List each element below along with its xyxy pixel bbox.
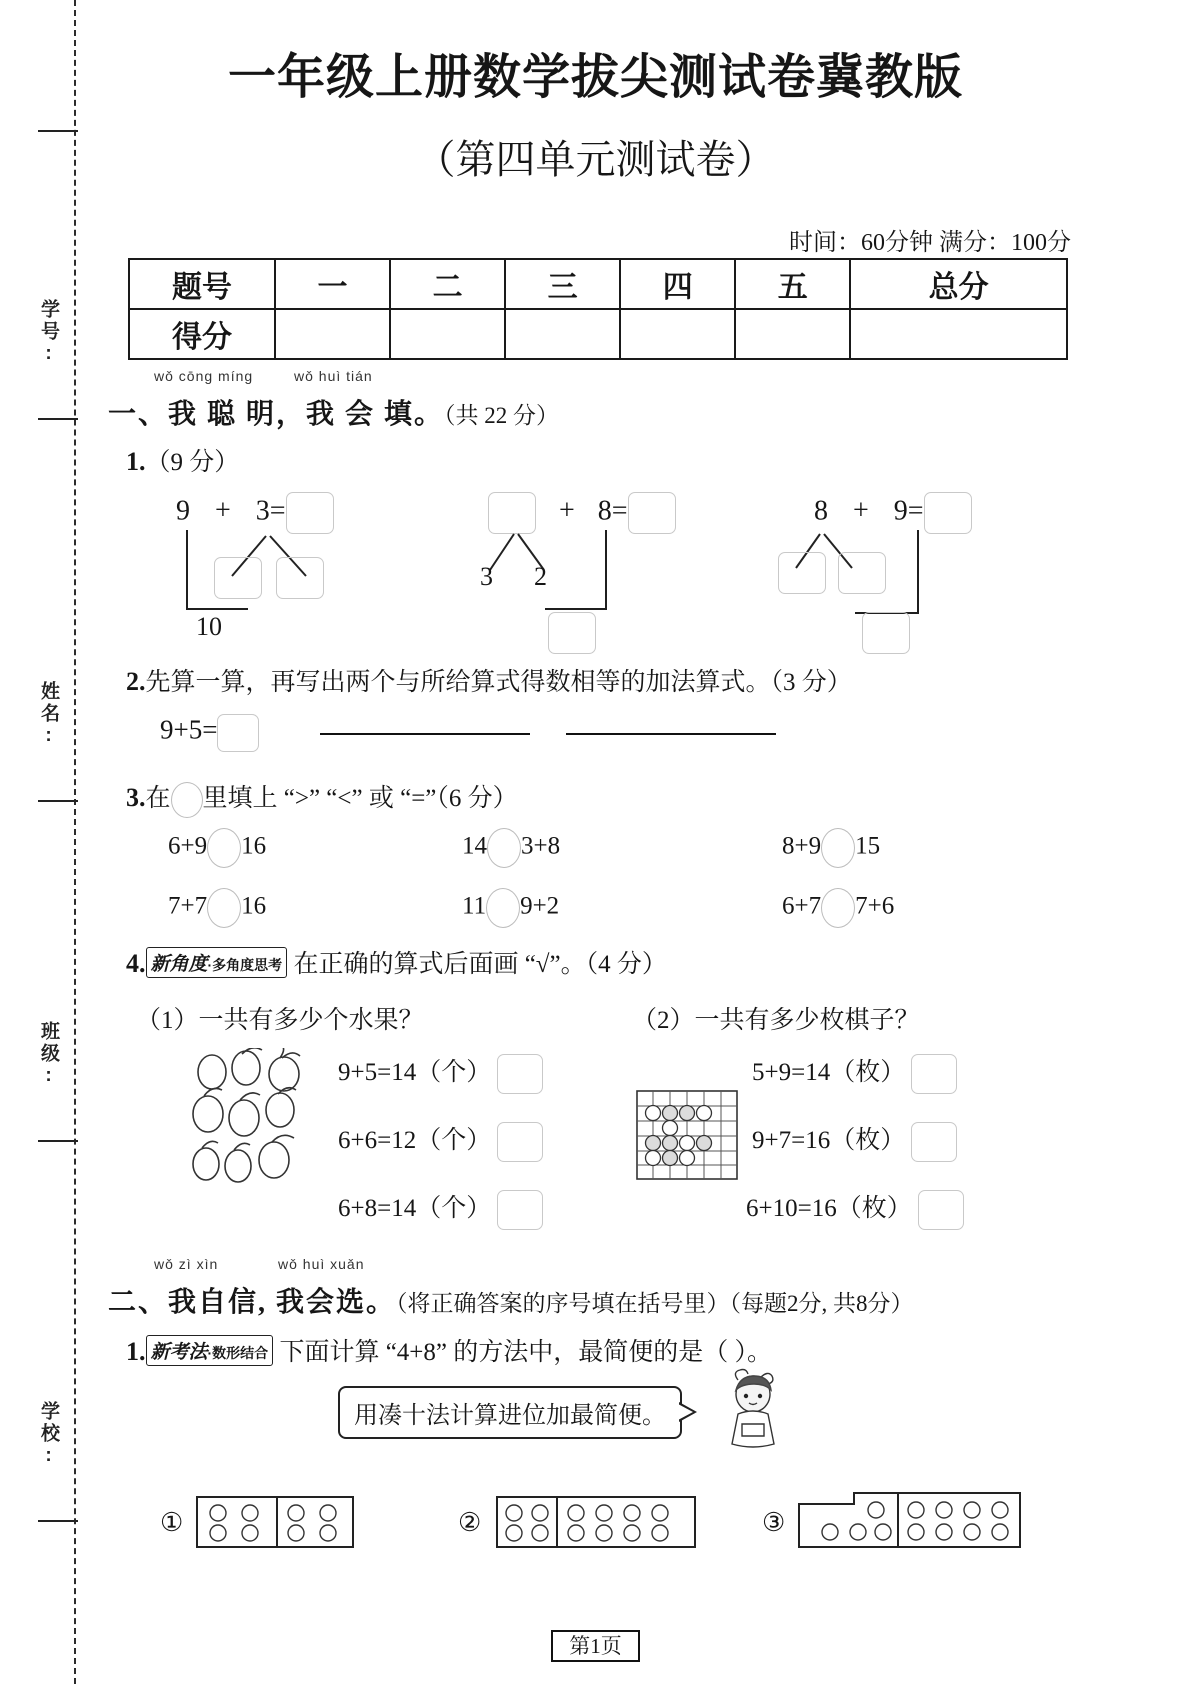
score-table-header-cell: 三 — [505, 259, 620, 309]
option-3-dot-diagram[interactable] — [798, 1490, 1022, 1550]
sub1-option-2 — [338, 1120, 543, 1162]
question-1-2-answer-row — [160, 714, 776, 752]
question-text-b: 里填上 “>” “<” 或 “=” — [202, 785, 437, 812]
badge-sub-text: ·数形结合 — [207, 1345, 269, 1361]
compare-item-5 — [462, 888, 559, 928]
compare-right: 16 — [241, 892, 267, 920]
comparison-circle[interactable] — [171, 782, 203, 818]
girl-character-illustration — [716, 1368, 792, 1452]
addend-right: 9 — [893, 495, 908, 527]
equals-sign: = — [907, 495, 924, 527]
score-table-header-cell: 四 — [620, 259, 735, 309]
question-number: 1. — [126, 1337, 146, 1366]
sub2-option-2 — [752, 1120, 957, 1162]
score-cell[interactable] — [390, 309, 505, 359]
question-text: 先算一算，再写出两个与所给算式得数相等的加法算式。 — [145, 669, 771, 696]
question-score: （3 分） — [770, 669, 852, 696]
question-1-4 — [126, 944, 667, 980]
compare-left: 8+9 — [782, 832, 822, 860]
question-score: （4 分） — [585, 951, 667, 978]
exam-meta: 时间：60分钟 满分：100分 — [789, 230, 1071, 256]
margin-label-name: 姓名: — [38, 681, 59, 749]
bracket-answer-box-3[interactable] — [862, 612, 910, 654]
compare-left: 6+9 — [168, 832, 208, 860]
compare-item-4 — [168, 888, 266, 928]
option-label-1: ① — [160, 1508, 184, 1537]
badge-sub-text: ·多角度思考 — [207, 957, 283, 973]
margin-label-school: 学校: — [38, 1401, 59, 1469]
table-row — [129, 309, 1067, 359]
question-text-a: 在 — [145, 785, 171, 812]
question-number: 2. — [126, 667, 146, 696]
option-2-dot-diagram[interactable] — [496, 1496, 696, 1550]
option-label-3: ③ — [762, 1508, 786, 1537]
option-1-dot-diagram[interactable] — [196, 1496, 354, 1550]
comparison-circle[interactable] — [487, 828, 521, 868]
compare-right: 16 — [241, 832, 267, 860]
make-ten-bracket-2 — [545, 530, 607, 610]
score-cell[interactable] — [620, 309, 735, 359]
addend-right: 8 — [597, 495, 612, 527]
pinyin-annotation: wǒ zì xìn — [154, 1256, 219, 1272]
compare-left: 7+7 — [168, 892, 208, 920]
check-box[interactable] — [918, 1190, 964, 1230]
option-label-2: ② — [458, 1508, 482, 1537]
score-table-row-label: 得分 — [129, 309, 275, 359]
sub2-option-1 — [752, 1052, 957, 1094]
table-row — [129, 259, 1067, 309]
addend-right: 3 — [255, 495, 270, 527]
split-box-left-3[interactable] — [778, 552, 826, 594]
split-box-right-1[interactable] — [276, 557, 324, 599]
option-expression: 6+10=16（枚） — [746, 1195, 912, 1222]
bracket-answer-box-2[interactable] — [548, 612, 596, 654]
addend-left: 8 — [814, 495, 828, 527]
badge-main-text: 新角度 — [150, 954, 208, 975]
page-title: 一年级上册数学拔尖测试卷冀教版 — [227, 51, 963, 104]
option-expression: 9+5=14（个） — [338, 1059, 492, 1086]
compare-left: 14 — [462, 832, 487, 860]
left-dashed-margin — [74, 0, 76, 1684]
question-1-1 — [126, 442, 239, 478]
new-method-badge — [146, 1335, 274, 1366]
section-1-title: 一、我 聪 明，我 会 填。 — [108, 399, 445, 430]
make-ten-bracket-3 — [855, 530, 919, 614]
score-table-header-cell: 二 — [390, 259, 505, 309]
compare-left: 11 — [462, 892, 487, 920]
badge-main-text: 新考法 — [150, 1342, 208, 1363]
split-value-right-2: 2 — [534, 562, 547, 591]
section-1-heading — [108, 368, 560, 432]
equals-sign: = — [269, 495, 286, 527]
compare-item-2 — [462, 828, 560, 868]
question-2-1 — [126, 1332, 772, 1368]
bracket-label-1: 10 — [196, 612, 222, 641]
option-expression: 6+8=14（个） — [338, 1195, 492, 1222]
score-cell[interactable] — [505, 309, 620, 359]
addend-left: 9 — [176, 495, 190, 527]
question-score: （6 分） — [436, 785, 518, 812]
compare-left: 6+7 — [782, 892, 822, 920]
question-score: （9 分） — [145, 449, 240, 476]
make-ten-bracket-1 — [186, 530, 248, 610]
check-box[interactable] — [911, 1122, 957, 1162]
section-2-title: 二、我自信, 我会选。 — [108, 1287, 397, 1318]
sub1-option-3 — [338, 1188, 543, 1230]
page-number: 第1页 — [551, 1630, 640, 1662]
question-number: 1. — [126, 447, 146, 476]
new-angle-badge — [146, 947, 288, 978]
check-box[interactable] — [497, 1190, 543, 1230]
margin-label-class: 班级: — [38, 1021, 59, 1089]
option-expression: 9+7=16（枚） — [752, 1127, 906, 1154]
check-box[interactable] — [497, 1054, 543, 1094]
compare-item-1 — [168, 828, 266, 868]
score-table-header-cell: 五 — [735, 259, 850, 309]
plus-sign: + — [215, 495, 231, 527]
compare-right: 7+6 — [855, 892, 895, 920]
answer-box[interactable] — [628, 492, 676, 534]
question-1-4-sub1-title: （1）一共有多少个水果？ — [136, 1007, 424, 1034]
split-value-left-2: 3 — [480, 562, 493, 591]
compare-item-3 — [782, 828, 880, 868]
comparison-circle[interactable] — [821, 888, 855, 928]
page-footer — [0, 1630, 1191, 1660]
pinyin-annotation: wǒ cōng míng — [154, 368, 254, 384]
comparison-circle[interactable] — [207, 828, 241, 868]
compare-right: 15 — [855, 832, 881, 860]
plus-sign: + — [853, 495, 869, 527]
section-2-score: （将正确答案的序号填在括号里）（每题2分, 共8分） — [396, 1291, 914, 1316]
question-1-4-sub2-title: （2）一共有多少枚棋子？ — [632, 1007, 920, 1034]
option-expression: 6+6=12（个） — [338, 1127, 492, 1154]
comparison-circle[interactable] — [821, 828, 855, 868]
question-text: 下面计算 “4+8” 的方法中，最简便的是（ ）。 — [279, 1339, 772, 1366]
page-subtitle: （第四单元测试卷） — [415, 137, 776, 182]
question-1-3 — [126, 778, 518, 818]
expression: 9+5= — [160, 714, 218, 745]
margin-label-student-id: 学号: — [38, 299, 59, 367]
plus-sign: + — [559, 495, 575, 527]
answer-box[interactable] — [217, 714, 259, 752]
compare-right: 3+8 — [521, 832, 561, 860]
question-number: 4. — [126, 949, 146, 978]
pinyin-annotation: wǒ huì xuǎn — [278, 1256, 365, 1272]
equals-sign: = — [611, 495, 628, 527]
compare-item-6 — [782, 888, 894, 928]
option-expression: 5+9=14（枚） — [752, 1059, 906, 1086]
answer-line[interactable] — [566, 733, 776, 735]
score-table-header-cell: 总分 — [850, 259, 1067, 309]
question-number: 3. — [126, 783, 146, 812]
compare-right: 9+2 — [520, 892, 560, 920]
comparison-circle[interactable] — [207, 888, 241, 928]
score-table-header-cell: 一 — [275, 259, 390, 309]
score-table-row-label: 题号 — [129, 259, 275, 309]
section-2-heading — [108, 1256, 914, 1320]
comparison-circle[interactable] — [486, 888, 520, 928]
question-1-2 — [126, 662, 852, 698]
check-box[interactable] — [497, 1122, 543, 1162]
speech-bubble: 用凑十法计算进位加最简便。 — [338, 1386, 682, 1439]
pinyin-annotation: wǒ huì tián — [294, 368, 373, 384]
score-table — [128, 258, 1068, 360]
question-text: 在正确的算式后面画 “√”。 — [293, 951, 586, 978]
score-cell[interactable] — [850, 309, 1067, 359]
go-board-illustration — [636, 1090, 740, 1182]
sub2-option-3 — [746, 1188, 964, 1230]
sub1-option-1 — [338, 1052, 543, 1094]
check-box[interactable] — [911, 1054, 957, 1094]
section-1-score: （共 22 分） — [444, 403, 560, 428]
fruit-illustration — [180, 1048, 340, 1218]
answer-line[interactable] — [320, 733, 530, 735]
score-cell[interactable] — [735, 309, 850, 359]
score-cell[interactable] — [275, 309, 390, 359]
